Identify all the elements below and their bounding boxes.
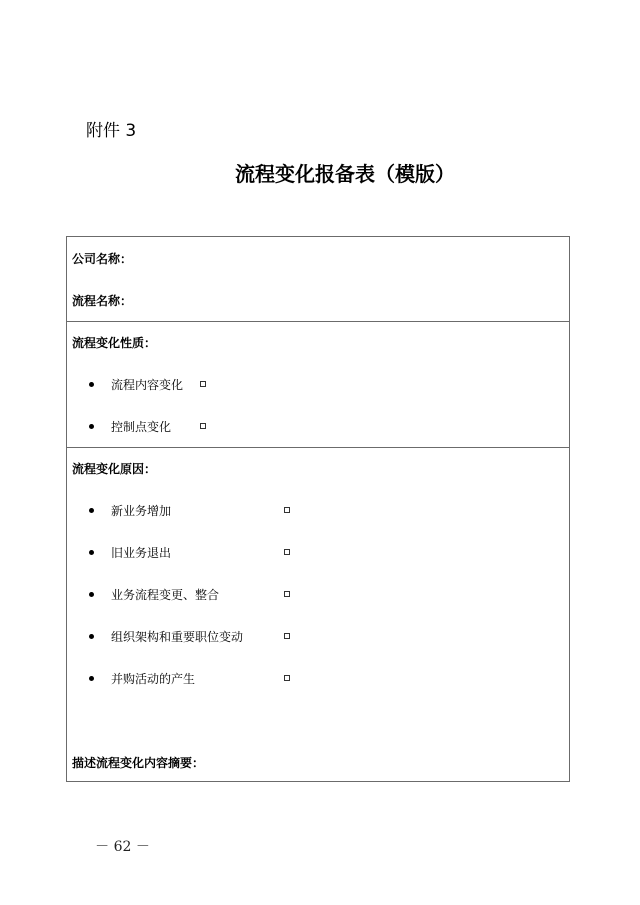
nature-option-control-point[interactable] [67, 419, 569, 435]
checkbox-icon[interactable] [284, 675, 290, 681]
process-name-label: 流程名称： [72, 294, 133, 308]
bullet-icon [89, 592, 94, 597]
change-reason-section [67, 447, 569, 781]
basic-info-section [67, 237, 569, 322]
reason-option-org-change[interactable] [67, 629, 569, 645]
report-form-table [66, 236, 570, 782]
change-nature-label: 流程变化性质： [72, 336, 157, 350]
checkbox-icon[interactable] [284, 591, 290, 597]
bullet-icon [89, 508, 94, 513]
option-label: 组织架构和重要职位变动 [111, 630, 244, 644]
reason-option-old-business-exit[interactable] [67, 545, 569, 561]
reason-option-new-business[interactable] [67, 503, 569, 519]
checkbox-icon[interactable] [200, 423, 206, 429]
company-name-label: 公司名称： [72, 252, 133, 266]
form-title: 流程变化报备表（模版） [235, 162, 455, 186]
page-number: － 62 － [95, 839, 150, 855]
reason-option-merger[interactable] [67, 671, 569, 687]
option-label: 控制点变化 [111, 420, 172, 434]
option-label: 新业务增加 [111, 504, 172, 518]
checkbox-icon[interactable] [284, 507, 290, 513]
nature-option-content[interactable] [67, 377, 569, 393]
bullet-icon [89, 424, 94, 429]
option-label: 并购活动的产生 [111, 672, 196, 686]
option-label: 旧业务退出 [111, 546, 172, 560]
bullet-icon [89, 634, 94, 639]
description-label: 描述流程变化内容摘要： [72, 756, 205, 770]
checkbox-icon[interactable] [284, 633, 290, 639]
checkbox-icon[interactable] [284, 549, 290, 555]
bullet-icon [89, 676, 94, 681]
change-nature-section [67, 321, 569, 448]
bullet-icon [89, 550, 94, 555]
bullet-icon [89, 382, 94, 387]
change-reason-label: 流程变化原因： [72, 462, 157, 476]
checkbox-icon[interactable] [200, 381, 206, 387]
attachment-label: 附件 3 [86, 121, 137, 141]
reason-option-process-change[interactable] [67, 587, 569, 603]
option-label: 流程内容变化 [111, 378, 184, 392]
option-label: 业务流程变更、整合 [111, 588, 220, 602]
